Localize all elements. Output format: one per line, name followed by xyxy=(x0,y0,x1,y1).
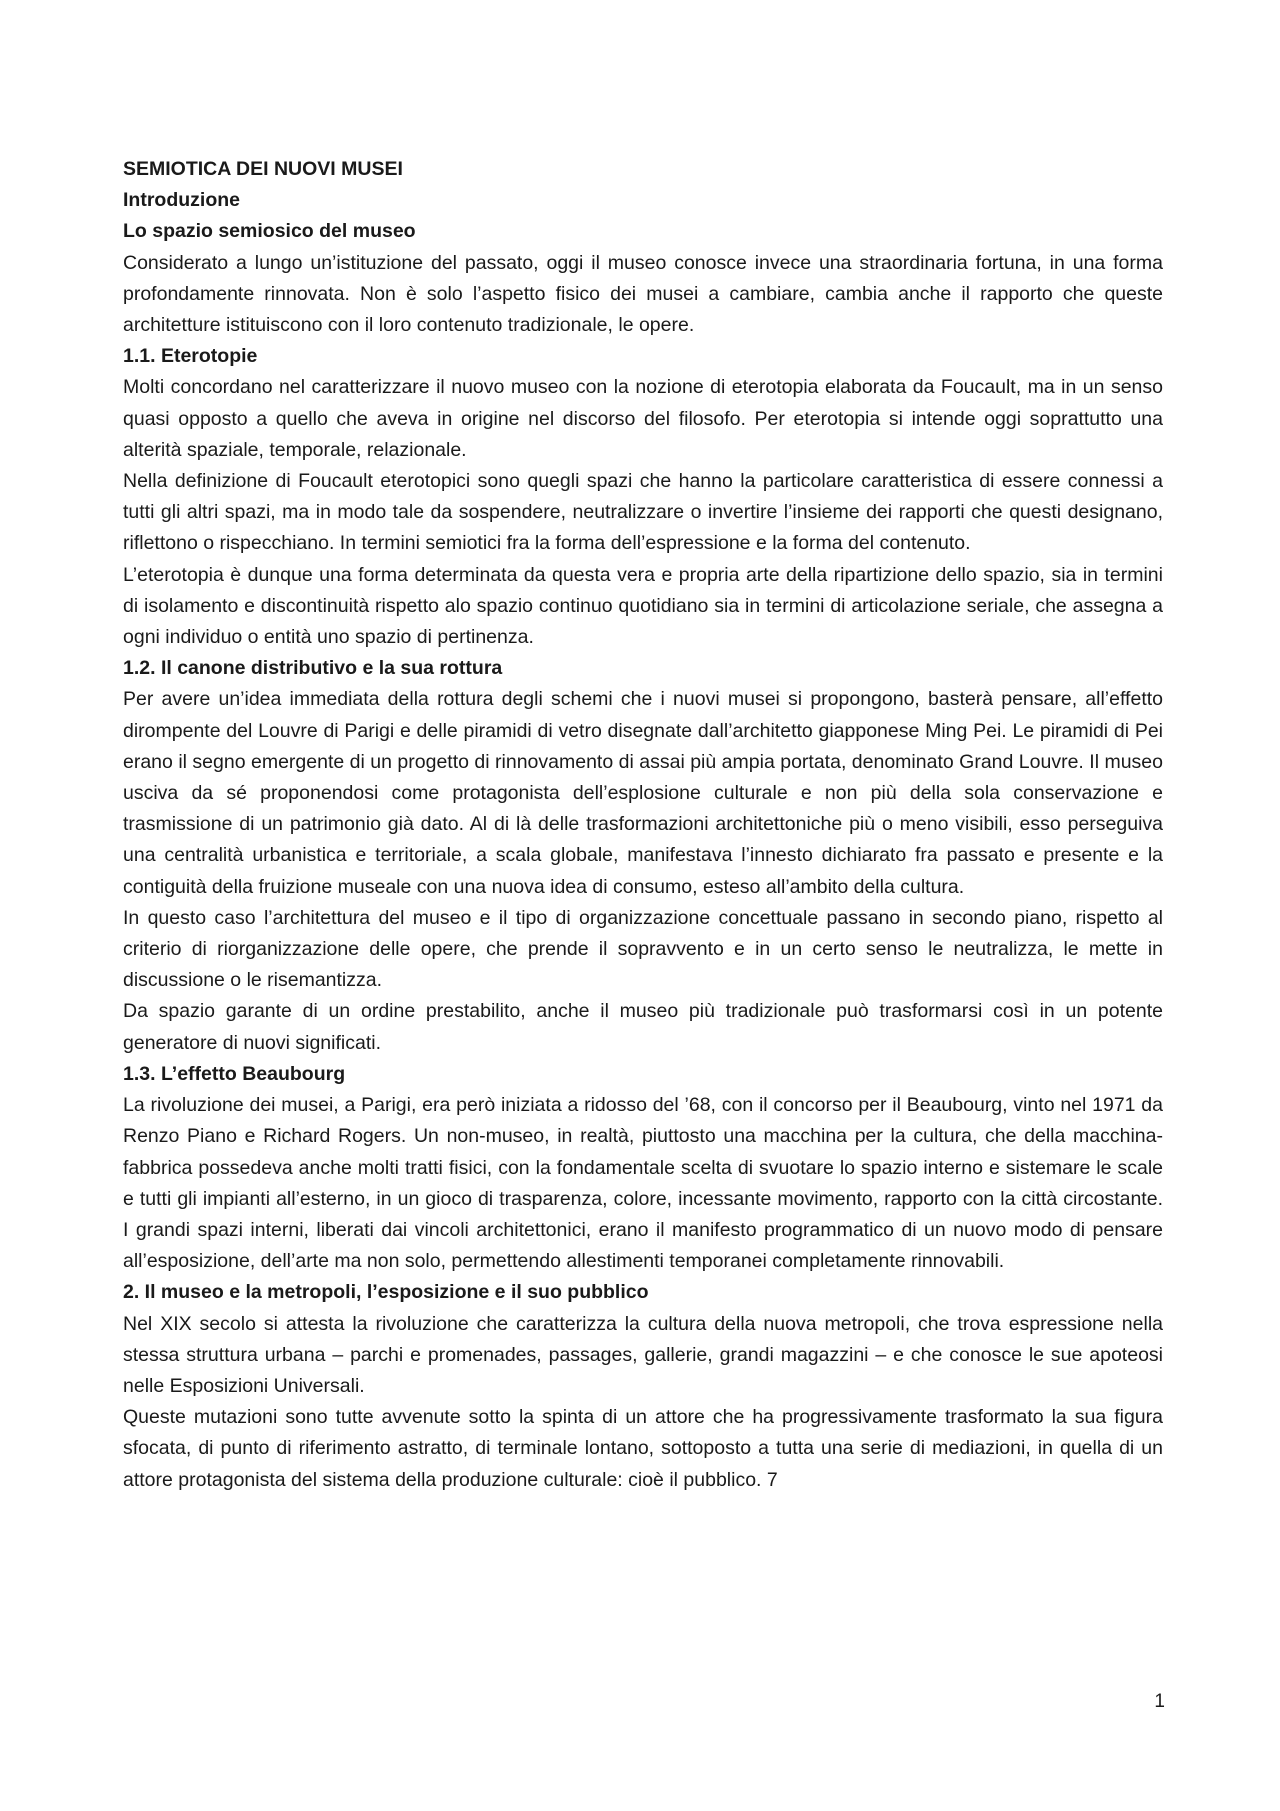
document-body xyxy=(123,154,1163,1496)
paragraph: Queste mutazioni sono tutte avvenute sotto la spinta di un attore che ha progressivamente trasformato la sua figura sfocata, di punto di riferimento astratto, di terminale lontano, sottoposto a tutta una serie di mediazioni, in quella di un attore protagonista del sistema della produzione culturale: cioè il pubblico. 7 xyxy=(123,1406,1163,1491)
section-heading-eterotopie: 1.1. Eterotopie xyxy=(123,345,258,368)
paragraph: La rivoluzione dei musei, a Parigi, era però iniziata a ridosso del ’68, con il concorso per il Beaubourg, vinto nel 1971 da Renzo Piano e Richard Rogers. Un non-museo, in realtà, piuttosto una macchina per la cultura, che della macchina-fabbrica possedeva anche molti tratti fisici, con la fondamentale scelta di svuotare lo spazio interno e sistemare le scale e tutti gli impianti all’esterno, in un gioco di trasparenza, colore, incessante movimento, rapporto con la città circostante. I grandi spazi interni, liberati dai vincoli architettonici, erano il manifesto programmatico di un nuovo modo di pensare all’esposizione, dell’arte ma non solo, permettendo allestimenti temporanei completamente rinnovabili. xyxy=(123,1094,1163,1273)
paragraph: Considerato a lungo un’istituzione del passato, oggi il museo conosce invece una straordinaria fortuna, in una forma profondamente rinnovata. Non è solo l’aspetto fisico dei musei a cambiare, cambia anche il rapporto che queste architetture istituiscono con il loro contenuto tradizionale, le opere. xyxy=(123,251,1163,337)
paragraph: Per avere un’idea immediata della rottura degli schemi che i nuovi musei si propongono, basterà pensare, all’effetto dirompente del Louvre di Parigi e delle piramidi di vetro disegnate dall’architetto giapponese Ming Pei. Le piramidi di Pei erano il segno emergente di un progetto di rinnovamento di assai più ampia portata, denominato Grand Louvre. Il museo usciva da sé proponendosi come protagonista dell’esplosione culturale e non più della sola conservazione e trasmissione di un patrimonio già dato. Al di là delle trasformazioni architettoniche più o meno visibili, esso perseguiva una centralità urbanistica e territoriale, a scala globale, manifestava l’innesto dichiarato fra passato e presente e la contiguità della fruizione museale con una nuova idea di consumo, esteso all’ambito della cultura. xyxy=(123,688,1163,898)
paragraph: Nella definizione di Foucault eterotopici sono quegli spazi che hanno la particolare caratteristica di essere connessi a tutti gli altri spazi, ma in modo tale da sospendere, neutralizzare o invertire l’insieme dei rapporti che questi designano, riflettono o rispecchiano. In termini semiotici fra la forma dell’espressione e la forma del contenuto. xyxy=(123,470,1163,555)
section-heading-effetto-beaubourg: 1.3. L’effetto Beaubourg xyxy=(123,1062,346,1085)
page-number: 1 xyxy=(1154,1691,1165,1712)
paragraph: L’eterotopia è dunque una forma determinata da questa vera e propria arte della ripartizione dello spazio, sia in termini di isolamento e discontinuità rispetto alo spazio continuo quotidiano sia in termini di articolazione seriale, che assegna a ogni individuo o entità uno spazio di pertinenza. xyxy=(123,563,1163,649)
heading-spazio-semiosico: Lo spazio semiosico del museo xyxy=(123,220,416,243)
heading-introduzione: Introduzione xyxy=(123,189,240,212)
paragraph: In questo caso l’architettura del museo e il tipo di organizzazione concettuale passano in secondo piano, rispetto al criterio di riorganizzazione delle opere, che prende il sopravvento e in un certo senso le neutralizza, le mette in discussione o le risemantizza. xyxy=(123,906,1163,992)
paragraph: Nel XIX secolo si attesta la rivoluzione che caratterizza la cultura della nuova metropoli, che trova espressione nella stessa struttura urbana – parchi e promenades, passages, gallerie, grandi magazzini – e che conosce le sue apoteosi nelle Esposizioni Universali. xyxy=(123,1312,1163,1397)
paragraph: Molti concordano nel caratterizzare il nuovo museo con la nozione di eterotopia elaborata da Foucault, ma in un senso quasi opposto a quello che aveva in origine nel discorso del filosofo. Per eterotopia si intende oggi soprattutto una alterità spaziale, temporale, relazionale. xyxy=(123,376,1163,461)
paragraph: Da spazio garante di un ordine prestabilito, anche il museo più tradizionale può trasformarsi così in un potente generatore di nuovi significati. xyxy=(123,1000,1163,1054)
document-title: SEMIOTICA DEI NUOVI MUSEI xyxy=(123,158,403,180)
section-heading-canone-distributivo: 1.2. Il canone distributivo e la sua rottura xyxy=(123,657,503,680)
section-heading-museo-metropoli: 2. Il museo e la metropoli, l’esposizione e il suo pubblico xyxy=(123,1281,649,1304)
